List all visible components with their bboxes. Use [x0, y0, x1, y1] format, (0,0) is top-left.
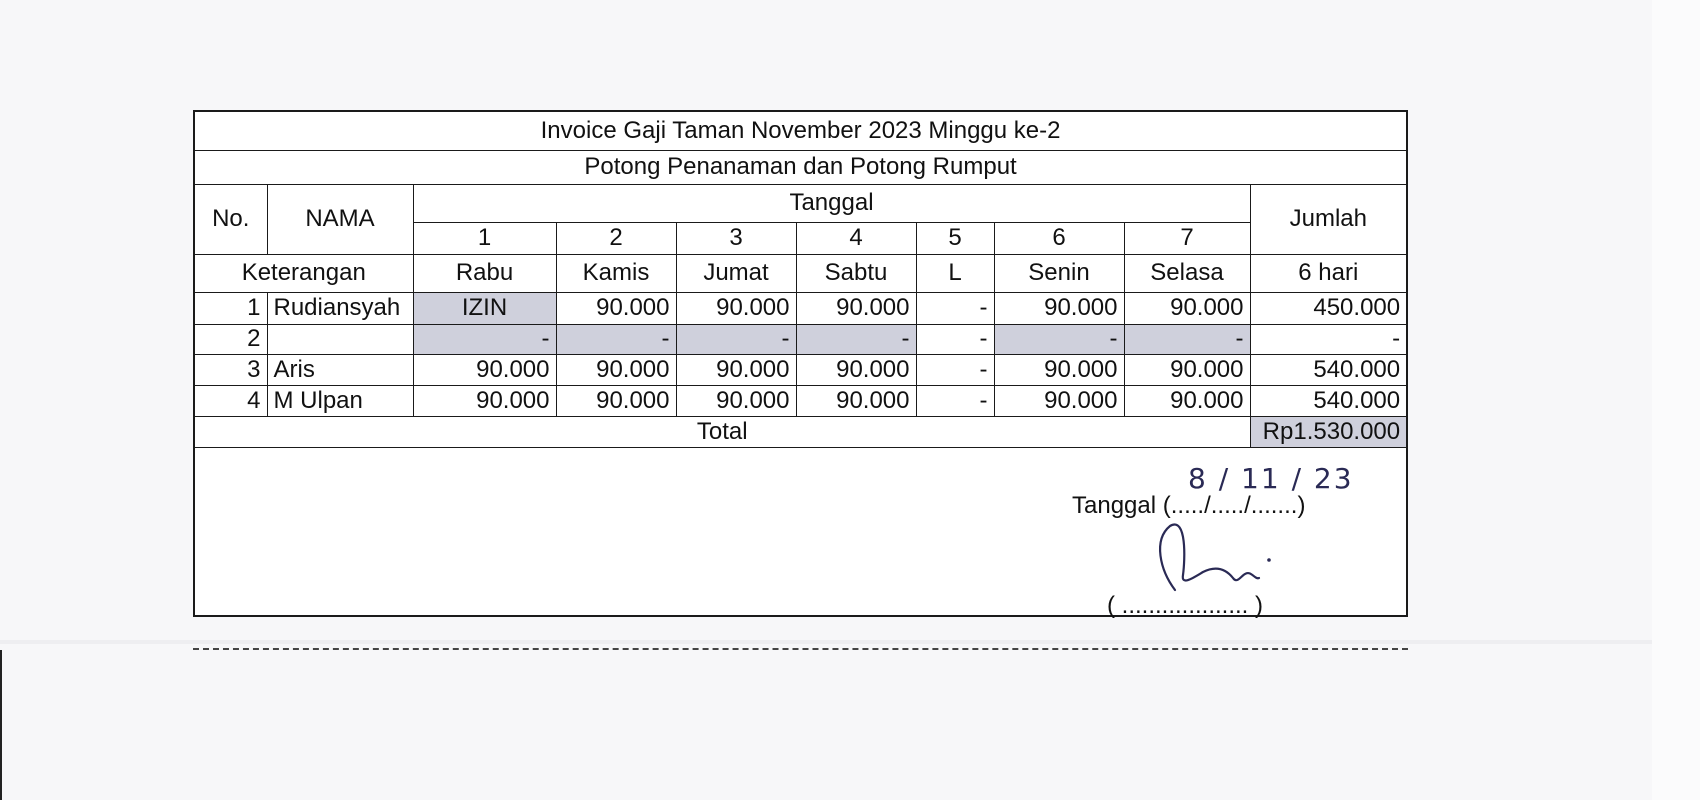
row-value: 90.000 — [676, 292, 796, 324]
day-name: Senin — [994, 254, 1124, 292]
signature-date-handwritten: 8 / 11 / 23 — [1188, 462, 1354, 495]
paper-left-edge — [0, 650, 2, 800]
row-value: 90.000 — [556, 385, 676, 416]
table-row — [195, 354, 1406, 385]
signature-name-line: ( ................... ) — [1107, 592, 1264, 619]
row-value: 90.000 — [413, 385, 556, 416]
header-no: No. — [195, 184, 267, 254]
row-value: - — [916, 292, 994, 324]
table-row — [195, 292, 1406, 324]
total-label: Total — [195, 416, 1250, 447]
header-keterangan: Keterangan — [195, 254, 413, 292]
row-value: 90.000 — [556, 354, 676, 385]
header-tanggal: Tanggal — [413, 184, 1250, 222]
row-value: IZIN — [413, 292, 556, 324]
date-number: 6 — [994, 222, 1124, 254]
grand-total: Rp1.530.000 — [1250, 416, 1406, 447]
paper-fold-shade — [0, 640, 1652, 644]
row-total: 540.000 — [1250, 354, 1406, 385]
row-value: - — [676, 324, 796, 354]
row-value: - — [916, 354, 994, 385]
day-name-row — [195, 254, 1406, 292]
total-row — [195, 416, 1406, 447]
row-value: - — [994, 324, 1124, 354]
row-value: - — [556, 324, 676, 354]
row-no: 2 — [195, 324, 267, 354]
row-value: 90.000 — [1124, 354, 1250, 385]
row-value: - — [413, 324, 556, 354]
row-no: 3 — [195, 354, 267, 385]
table-row — [195, 385, 1406, 416]
row-name: Rudiansyah — [267, 292, 413, 324]
header-nama: NAMA — [267, 184, 413, 254]
cut-line — [193, 648, 1408, 650]
day-name: Sabtu — [796, 254, 916, 292]
row-total: 540.000 — [1250, 385, 1406, 416]
day-name: Selasa — [1124, 254, 1250, 292]
date-number: 5 — [916, 222, 994, 254]
day-name: L — [916, 254, 994, 292]
total-days: 6 hari — [1250, 254, 1406, 292]
date-number: 3 — [676, 222, 796, 254]
invoice-document — [193, 110, 1408, 617]
day-name: Rabu — [413, 254, 556, 292]
date-number: 4 — [796, 222, 916, 254]
row-value: - — [916, 324, 994, 354]
row-name: Aris — [267, 354, 413, 385]
date-number: 7 — [1124, 222, 1250, 254]
signature-date-label: Tanggal (...../...../.......) — [1072, 492, 1306, 519]
row-total: - — [1250, 324, 1406, 354]
row-value: 90.000 — [994, 292, 1124, 324]
invoice-subtitle: Potong Penanaman dan Potong Rumput — [195, 150, 1406, 184]
row-name — [267, 324, 413, 354]
row-value: 90.000 — [796, 354, 916, 385]
row-total: 450.000 — [1250, 292, 1406, 324]
row-value: 90.000 — [796, 385, 916, 416]
day-name: Jumat — [676, 254, 796, 292]
date-number: 1 — [413, 222, 556, 254]
paper-right-edge — [1652, 0, 1700, 800]
header-jumlah: Jumlah — [1250, 184, 1406, 254]
row-value: 90.000 — [994, 354, 1124, 385]
date-number: 2 — [556, 222, 676, 254]
row-value: 90.000 — [1124, 385, 1250, 416]
row-value: - — [1124, 324, 1250, 354]
row-name: M Ulpan — [267, 385, 413, 416]
signature-mark-icon — [1145, 520, 1285, 600]
day-name: Kamis — [556, 254, 676, 292]
row-value: - — [916, 385, 994, 416]
table-row — [195, 324, 1406, 354]
invoice-title: Invoice Gaji Taman November 2023 Minggu ke-2 — [195, 112, 1406, 150]
row-value: 90.000 — [796, 292, 916, 324]
row-value: - — [796, 324, 916, 354]
invoice-table — [195, 112, 1406, 448]
row-no: 4 — [195, 385, 267, 416]
row-value: 90.000 — [676, 385, 796, 416]
row-value: 90.000 — [413, 354, 556, 385]
row-value: 90.000 — [994, 385, 1124, 416]
row-value: 90.000 — [1124, 292, 1250, 324]
row-value: 90.000 — [676, 354, 796, 385]
row-no: 1 — [195, 292, 267, 324]
row-value: 90.000 — [556, 292, 676, 324]
